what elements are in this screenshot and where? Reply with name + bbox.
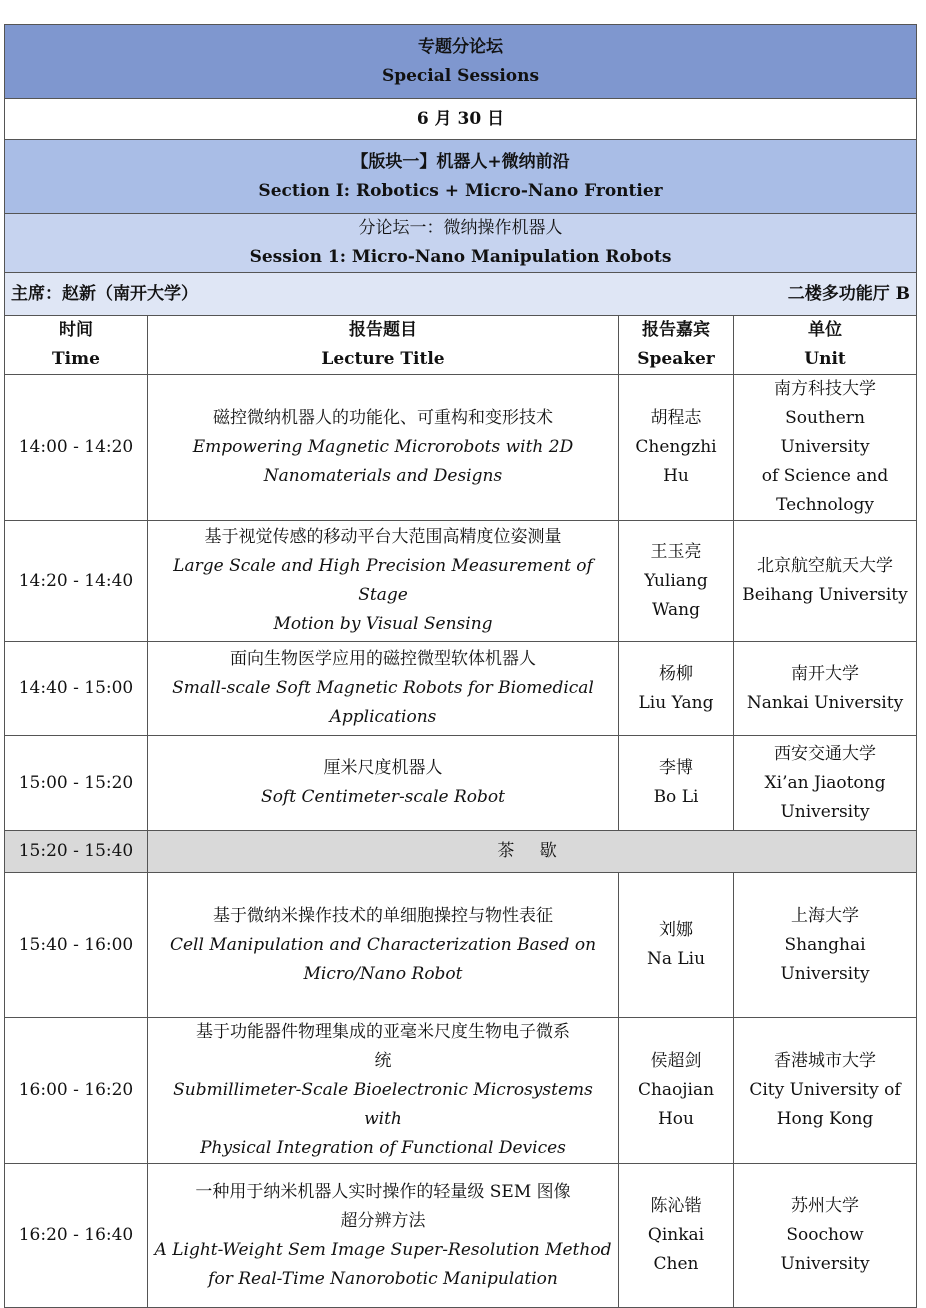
- table-row: [5, 736, 917, 831]
- column-header-row: [5, 316, 917, 375]
- lecture-title-zh: 磁控微纳机器人的功能化、可重构和变形技术: [213, 408, 553, 428]
- section-title-zh: 【版块一】机器人+微纳前沿: [351, 151, 570, 172]
- table-row: [5, 873, 917, 1018]
- speaker-cell: [619, 873, 734, 1018]
- lecture-title-zh: 基于微纳米操作技术的单细胞操控与物性表征: [213, 905, 553, 926]
- time-cell: 14:20 - 14:40: [5, 521, 148, 642]
- section-title-en: Section I: Robotics + Micro-Nano Frontier: [258, 180, 663, 201]
- unit-cell: [734, 873, 917, 1018]
- lecture-title-zh: 一种用于纳米机器人实时操作的轻量级 SEM 图像: [195, 1181, 571, 1202]
- unit-cell: [734, 375, 917, 521]
- speaker-name: 杨柳: [659, 663, 693, 684]
- lecture-title-zh: 面向生物医学应用的磁控微型软体机器人: [230, 649, 536, 669]
- chair-cell: [5, 273, 917, 316]
- section-title: [5, 140, 917, 214]
- speaker-name: Liu Yang: [638, 692, 714, 713]
- break-time: 15:20 - 15:40: [5, 831, 148, 873]
- speaker-name: Qinkai: [647, 1225, 705, 1245]
- speaker-name: Hu: [663, 466, 689, 486]
- lecture-title-en: Empowering Magnetic Microrobots with 2D: [192, 437, 574, 457]
- lecture-title-en: Small-scale Soft Magnetic Robots for Biomedical: [172, 678, 594, 698]
- speaker-name: 陈沁锴: [650, 1196, 702, 1216]
- speaker-name: 胡程志: [650, 408, 702, 428]
- schedule-table: [4, 24, 917, 1308]
- time-cell: 16:20 - 16:40: [5, 1164, 148, 1308]
- lecture-title-en: Nanomaterials and Designs: [263, 466, 503, 486]
- speaker-name: Chengzhi: [635, 437, 717, 457]
- column-header-title: [148, 316, 619, 375]
- page-title: [5, 25, 917, 99]
- column-header-speaker-zh: 报告嘉宾: [642, 320, 710, 340]
- page-title-row: [5, 25, 917, 99]
- venue-label: 二楼多功能厅 B: [787, 283, 911, 304]
- table-row: [5, 375, 917, 521]
- speaker-name: 王玉亮: [650, 541, 702, 562]
- unit-name: Technology: [776, 495, 874, 515]
- lecture-title-en: A Light-Weight Sem Image Super-Resolution Method: [154, 1239, 612, 1260]
- lecture-title-cell: [148, 1018, 619, 1164]
- break-row: [5, 831, 917, 873]
- speaker-name: Bo Li: [653, 787, 699, 807]
- session-title: [5, 214, 917, 273]
- session-title-zh: 分论坛一：微纳操作机器人: [358, 218, 563, 238]
- speaker-cell: [619, 521, 734, 642]
- session-row: [5, 214, 917, 273]
- unit-name: University: [780, 1254, 870, 1274]
- table-row: [5, 642, 917, 736]
- lecture-title-en: Applications: [329, 707, 437, 727]
- lecture-title-en: Micro/Nano Robot: [303, 963, 463, 984]
- column-header-speaker: [619, 316, 734, 375]
- lecture-title-cell: [148, 873, 619, 1018]
- chair-label: 主席：赵新（南开大学）: [11, 283, 198, 304]
- speaker-name: Chen: [653, 1254, 699, 1274]
- lecture-title-zh: 厘米尺度机器人: [323, 758, 443, 778]
- time-cell: 14:00 - 14:20: [5, 375, 148, 521]
- speaker-name: Chaojian: [637, 1080, 715, 1100]
- lecture-title-zh: 超分辨方法: [340, 1210, 426, 1231]
- date-row: [5, 99, 917, 140]
- unit-name: University: [780, 801, 870, 822]
- lecture-title-cell: [148, 521, 619, 642]
- unit-name: 南开大学: [791, 663, 860, 684]
- unit-name: 香港城市大学: [774, 1051, 877, 1071]
- unit-cell: [734, 736, 917, 831]
- speaker-cell: [619, 736, 734, 831]
- section-row: [5, 140, 917, 214]
- unit-name: Nankai University: [746, 692, 904, 713]
- time-cell: 16:00 - 16:20: [5, 1018, 148, 1164]
- lecture-title-zh: 基于功能器件物理集成的亚毫米尺度生物电子微系: [196, 1022, 570, 1042]
- speaker-name: Yuliang: [644, 570, 708, 591]
- lecture-title-cell: [148, 736, 619, 831]
- speaker-name: 侯超剑: [650, 1051, 702, 1071]
- time-cell: 15:00 - 15:20: [5, 736, 148, 831]
- lecture-title-en: Cell Manipulation and Characterization Based on: [169, 934, 597, 955]
- unit-name: Soochow: [786, 1225, 864, 1245]
- time-cell: 14:40 - 15:00: [5, 642, 148, 736]
- speaker-cell: [619, 1164, 734, 1308]
- lecture-title-zh: 统: [374, 1051, 392, 1071]
- speaker-cell: [619, 375, 734, 521]
- unit-cell: [734, 1164, 917, 1308]
- unit-name: 西安交通大学: [774, 743, 877, 764]
- chair-row: [5, 273, 917, 316]
- lecture-title-en: Large Scale and High Precision Measurement of Stage: [173, 556, 593, 605]
- lecture-title-en: Motion by Visual Sensing: [273, 614, 493, 634]
- lecture-title-cell: [148, 1164, 619, 1308]
- lecture-title-en: Soft Centimeter-scale Robot: [261, 787, 505, 807]
- speaker-name: Hou: [657, 1109, 694, 1129]
- unit-name: City University of: [749, 1080, 901, 1100]
- unit-name: of Science and: [761, 466, 889, 486]
- column-header-time-en: Time: [52, 349, 100, 369]
- lecture-title-en: Submillimeter-Scale Bioelectronic Microsystems with: [173, 1080, 593, 1129]
- unit-cell: [734, 521, 917, 642]
- unit-name: 北京航空航天大学: [757, 556, 894, 576]
- column-header-title-en: Lecture Title: [321, 349, 445, 369]
- unit-name: 上海大学: [791, 905, 860, 926]
- lecture-title-en: for Real-Time Nanorobotic Manipulation: [208, 1268, 558, 1289]
- session-title-en: Session 1: Micro-Nano Manipulation Robots: [249, 247, 672, 267]
- unit-cell: [734, 1018, 917, 1164]
- unit-name: Shanghai: [784, 934, 866, 955]
- unit-name: University: [780, 963, 870, 984]
- unit-cell: [734, 642, 917, 736]
- lecture-title-en: Physical Integration of Functional Devices: [200, 1138, 566, 1158]
- speaker-name: 李博: [659, 758, 693, 778]
- column-header-unit-zh: 单位: [808, 320, 843, 340]
- page-title-en: Special Sessions: [381, 65, 540, 86]
- column-header-title-zh: 报告题目: [349, 320, 417, 340]
- unit-name: Hong Kong: [776, 1109, 874, 1129]
- table-row: [5, 1164, 917, 1308]
- break-label-text: 茶 歇: [497, 841, 567, 861]
- column-header-unit-en: Unit: [804, 349, 846, 369]
- unit-name: 苏州大学: [791, 1196, 860, 1216]
- column-header-time: [5, 316, 148, 375]
- session-date: 6 月 30 日: [5, 99, 917, 140]
- lecture-title-cell: [148, 375, 619, 521]
- table-row: [5, 1018, 917, 1164]
- unit-name: Beihang University: [742, 585, 908, 605]
- time-cell: 15:40 - 16:00: [5, 873, 148, 1018]
- break-label: [148, 831, 917, 873]
- column-header-speaker-en: Speaker: [637, 349, 715, 369]
- column-header-time-zh: 时间: [59, 320, 93, 340]
- unit-name: 南方科技大学: [774, 379, 877, 399]
- lecture-title-cell: [148, 642, 619, 736]
- speaker-name: Na Liu: [646, 949, 706, 969]
- speaker-cell: [619, 642, 734, 736]
- speaker-name: Wang: [652, 599, 700, 620]
- column-header-unit: [734, 316, 917, 375]
- speaker-cell: [619, 1018, 734, 1164]
- table-row: [5, 521, 917, 642]
- page-title-zh: 专题分论坛: [418, 36, 504, 57]
- unit-name: Southern University: [780, 408, 870, 457]
- unit-name: Xi’an Jiaotong: [764, 772, 886, 793]
- speaker-name: 刘娜: [659, 920, 693, 940]
- lecture-title-zh: 基于视觉传感的移动平台大范围高精度位姿测量: [204, 527, 562, 547]
